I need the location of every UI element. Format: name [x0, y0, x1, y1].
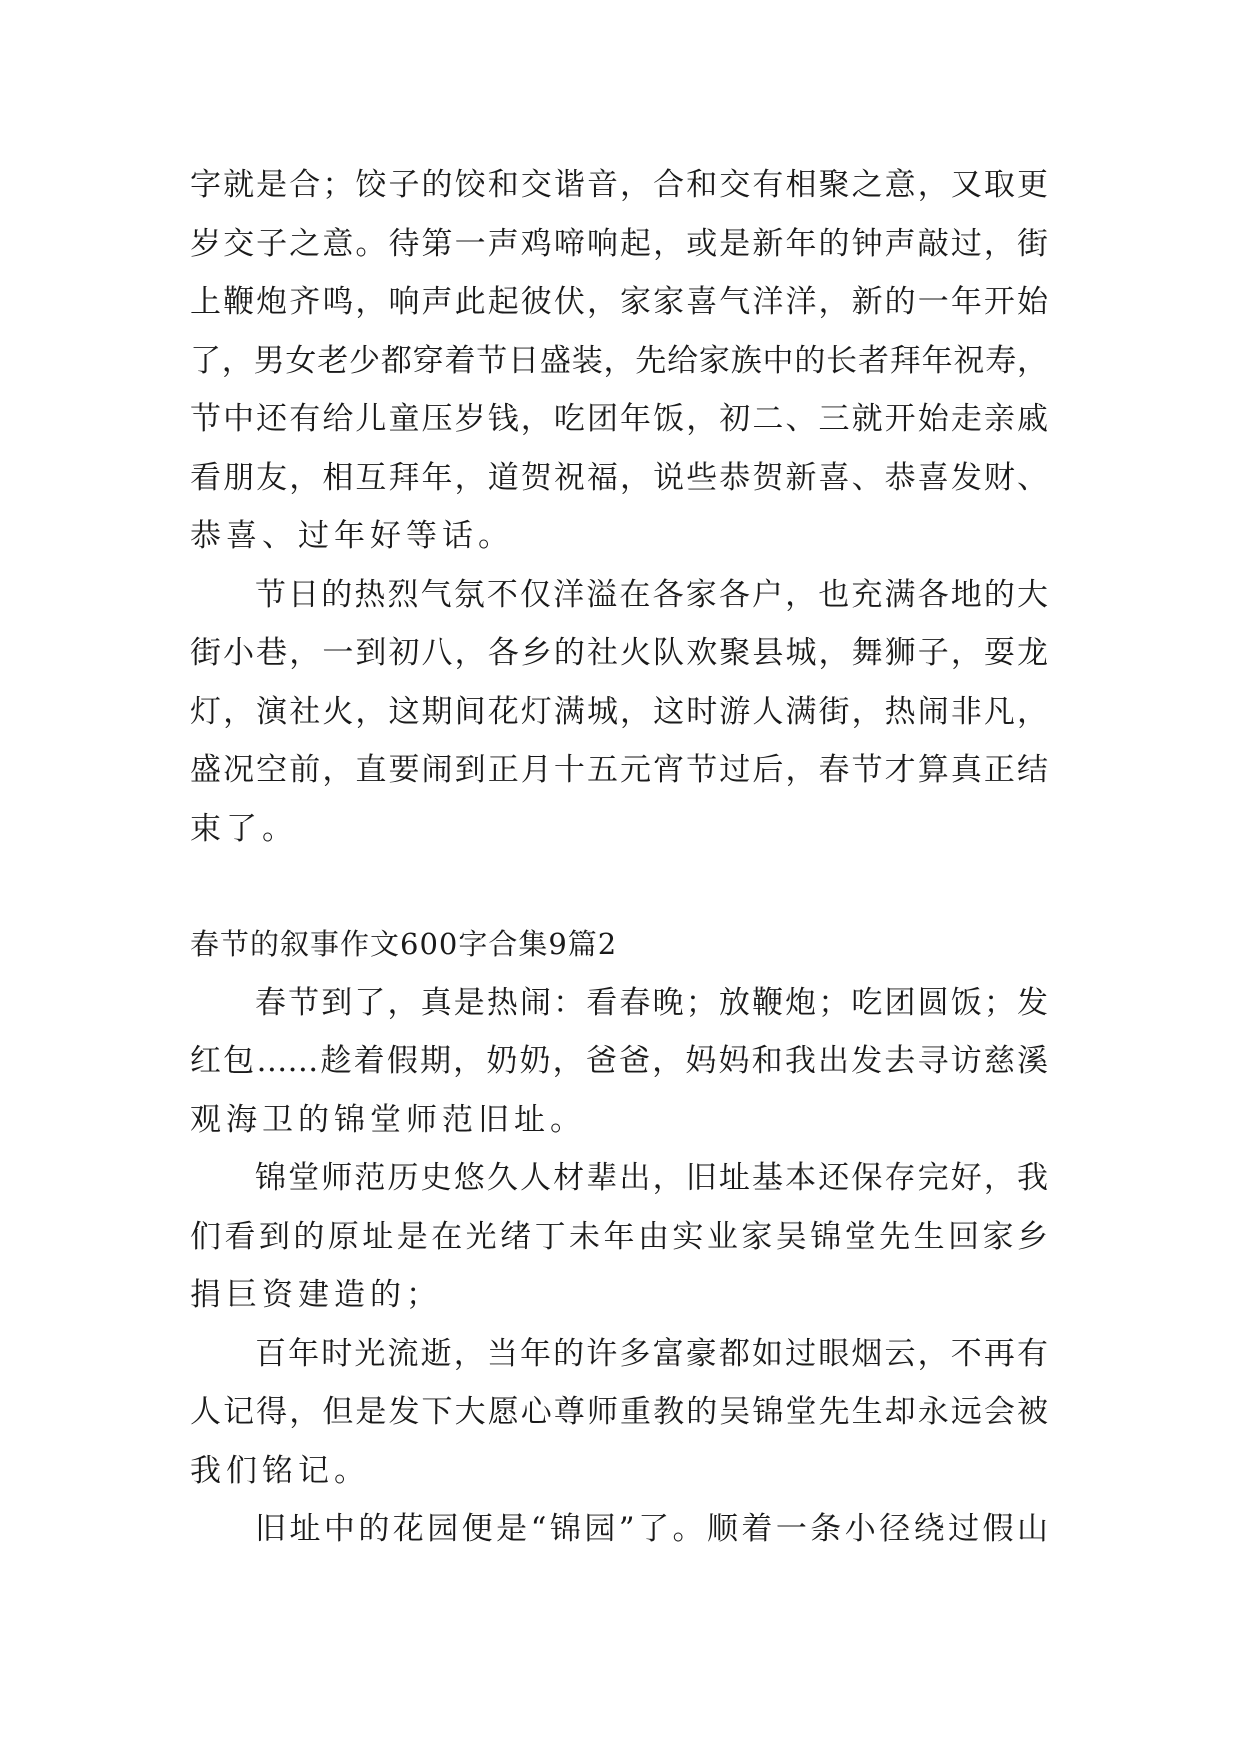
text-line: 恭喜、过年好等话。: [190, 518, 514, 554]
text-line: 街小巷，一到初八，各乡的社火队欢聚县城，舞狮子，耍龙: [190, 635, 1048, 671]
paragraph-first-line: 锦堂师范历史悠久人材辈出，旧址基本还保存完好，我: [255, 1160, 1048, 1196]
text-line: 人记得，但是发下大愿心尊师重教的吴锦堂先生却永远会被: [190, 1394, 1048, 1430]
text-line: 了，男女老少都穿着节日盛装，先给家族中的长者拜年祝寿，: [190, 343, 1048, 379]
text-line: 节中还有给儿童压岁钱，吃团年饭，初二、三就开始走亲戚: [190, 401, 1048, 437]
text-line: 红包……趁着假期，奶奶，爸爸，妈妈和我出发去寻访慈溪: [190, 1043, 1048, 1079]
paragraph-first-line: 百年时光流逝，当年的许多富豪都如过眼烟云，不再有: [255, 1336, 1048, 1372]
text-line: 看朋友，相互拜年，道贺祝福，说些恭贺新喜、恭喜发财、: [190, 460, 1048, 496]
section-heading: 春节的叙事作文600字合集9篇2: [190, 927, 618, 961]
text-line: 岁交子之意。待第一声鸡啼响起，或是新年的钟声敲过，街: [190, 226, 1048, 262]
text-line: 我们铭记。: [190, 1453, 370, 1489]
text-line: 盛况空前，直要闹到正月十五元宵节过后，春节才算真正结: [190, 752, 1048, 788]
text-line: 字就是合；饺子的饺和交谐音，合和交有相聚之意，又取更: [190, 167, 1048, 203]
paragraph-first-line: 旧址中的花园便是“锦园”了。顺着一条小径绕过假山: [255, 1511, 1048, 1547]
paragraph-first-line: 春节到了，真是热闹：看春晚；放鞭炮；吃团圆饭；发: [255, 985, 1048, 1021]
text-line: 观海卫的锦堂师范旧址。: [190, 1102, 586, 1138]
paragraph-first-line: 节日的热烈气氛不仅洋溢在各家各户，也充满各地的大: [255, 577, 1048, 613]
text-line: 捐巨资建造的；: [190, 1277, 442, 1313]
text-line: 束了。: [190, 811, 298, 847]
text-line: 灯，演社火，这期间花灯满城，这时游人满街，热闹非凡，: [190, 694, 1048, 730]
text-line: 上鞭炮齐鸣，响声此起彼伏，家家喜气洋洋，新的一年开始: [190, 284, 1048, 320]
text-line: 们看到的原址是在光绪丁未年由实业家吴锦堂先生回家乡: [190, 1219, 1048, 1255]
